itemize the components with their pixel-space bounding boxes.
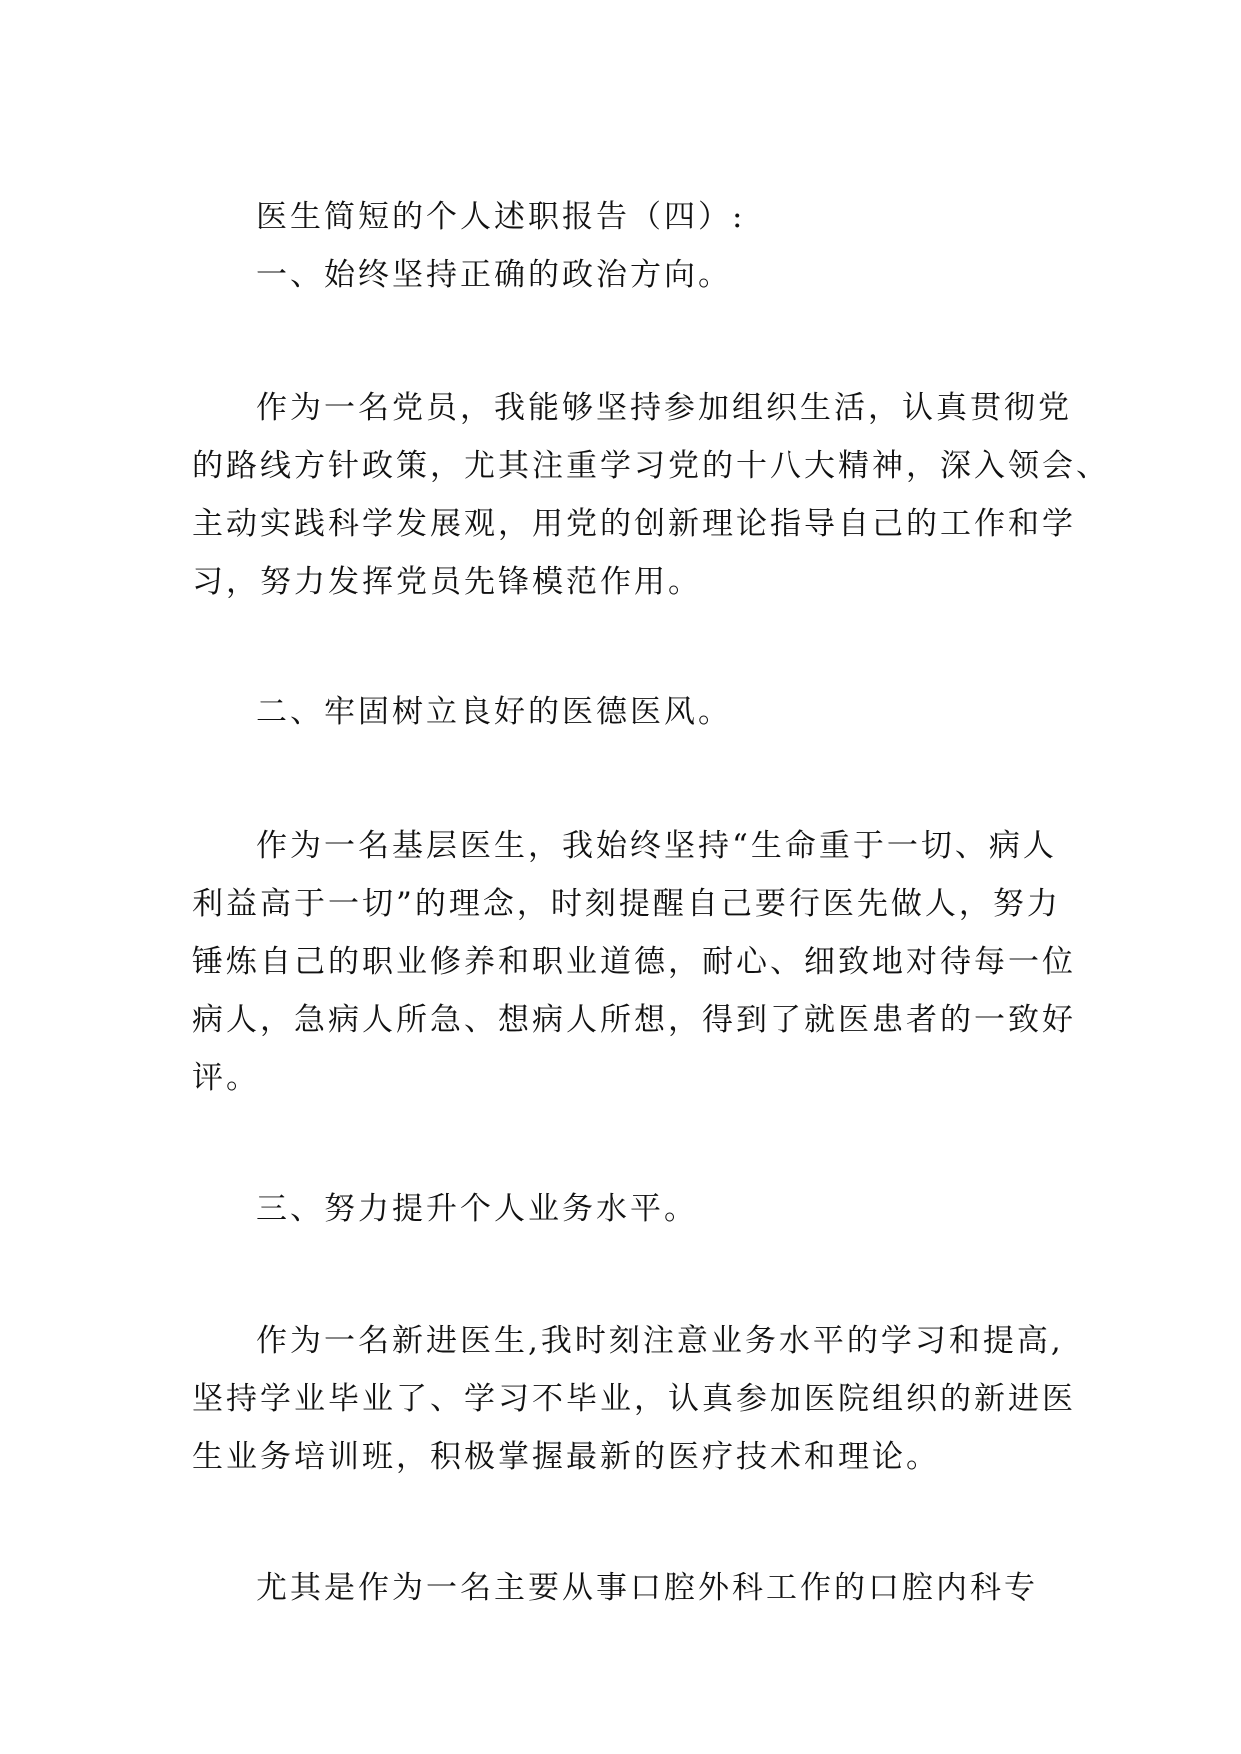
paragraph-2-line-5: 评。 (192, 1060, 260, 1096)
paragraph-2-line-1: 作为一名基层医生，我始终坚持“生命重于一切、病人 (256, 828, 1057, 864)
paragraph-1-line-2: 的路线方针政策，尤其注重学习党的十八大精神，深入领会、 (192, 448, 1110, 484)
document-intro: 医生简短的个人述职报告（四）: (256, 199, 746, 235)
paragraph-3-line-3: 生业务培训班，积极掌握最新的医疗技术和理论。 (192, 1439, 940, 1475)
paragraph-3-line-2: 坚持学业毕业了、学习不毕业，认真参加医院组织的新进医 (192, 1381, 1076, 1417)
paragraph-1-line-4: 习，努力发挥党员先锋模范作用。 (192, 564, 702, 600)
section-heading-1: 一、始终坚持正确的政治方向。 (256, 257, 732, 293)
section-heading-2: 二、牢固树立良好的医德医风。 (256, 694, 732, 730)
paragraph-1-line-1: 作为一名党员，我能够坚持参加组织生活，认真贯彻党 (256, 390, 1072, 426)
section-heading-3: 三、努力提升个人业务水平。 (256, 1191, 698, 1227)
paragraph-2-line-3: 锤炼自己的职业修养和职业道德，耐心、细致地对待每一位 (192, 944, 1076, 980)
paragraph-2-line-2: 利益高于一切”的理念，时刻提醒自己要行医先做人，努力 (192, 886, 1061, 922)
paragraph-4-line-1: 尤其是作为一名主要从事口腔外科工作的口腔内科专 (256, 1570, 1038, 1606)
paragraph-2-line-4: 病人，急病人所急、想病人所想，得到了就医患者的一致好 (192, 1002, 1076, 1038)
paragraph-3-line-1: 作为一名新进医生,我时刻注意业务水平的学习和提高, (256, 1323, 1064, 1359)
paragraph-1-line-3: 主动实践科学发展观，用党的创新理论指导自己的工作和学 (192, 506, 1076, 542)
